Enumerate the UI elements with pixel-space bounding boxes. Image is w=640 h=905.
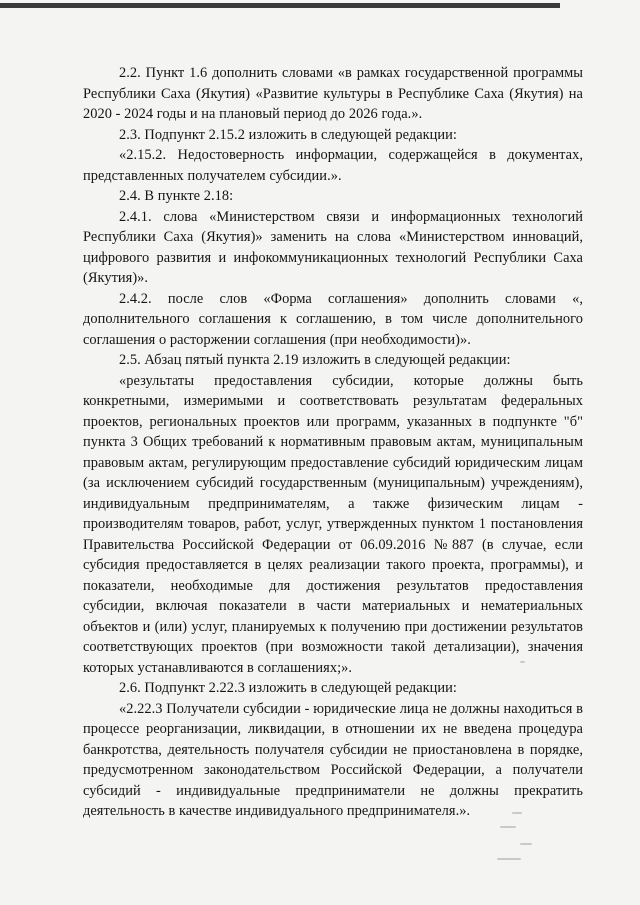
scan-speck — [500, 826, 516, 828]
paragraph-2-4-2: 2.4.2. после слов «Форма соглашения» дополнить словами «, дополнительного соглашения к соглашению, в том числе дополнительного соглашения о расторжении соглашения (при необходимости)». — [83, 290, 583, 348]
scan-speck — [520, 661, 525, 663]
scan-speck — [497, 858, 521, 860]
paragraph-2-6: 2.6. Подпункт 2.22.3 изложить в следующей редакции: — [119, 680, 457, 696]
scan-speck — [512, 812, 522, 814]
paragraph-2-5: 2.5. Абзац пятый пункта 2.19 изложить в следующей редакции: — [119, 352, 511, 368]
top-scan-border — [0, 3, 560, 8]
document-body — [83, 63, 583, 822]
paragraph-2-22-3-quote: «2.22.3 Получатели субсидии - юридические лица не должны находиться в процессе реорганизации, ликвидации, в отношении их не введена процедура банкротства, деятельность получателя субсидии не приостановлена в порядке, предусмотренном законодательством Российской Федерации, а получатели субсидий - индивидуальные предприниматели не должны прекратить деятельность в качестве индивидуального предпринимателя.». — [83, 700, 583, 819]
paragraph-2-4: 2.4. В пункте 2.18: — [119, 188, 234, 204]
paragraph-2-19-quote: «результаты предоставления субсидии, которые должны быть конкретными, измеримыми и соответствовать результатам федеральных проектов, региональных проектов или программ, указанных в подпункте "б" пункта 3 Общих требований к нормативным правовым актам, муниципальным правовым актам, регулирующим предоставление субсидий юридическим лицам (за исключением субсидий государственным (муниципальным) учреждениям), индивидуальным предпринимателям, а также физическим лицам - производителям товаров, работ, услуг, утвержденных пунктом 1 постановления Правительства Российской Федерации от 06.09.2016 №887 (в случае, если субсидия предоставляется в целях реализации такого проекта, программы), и показатели, необходимые для достижения результатов предоставления субсидии, включая показатели в части материальных и нематериальных объектов и (или) услуг, планируемых к получению при достижении результатов соответствующих проектов (при возможности такой детализации), значения которых устанавливаются в соглашениях;». — [83, 372, 583, 676]
scan-speck — [520, 843, 532, 845]
paragraph-2-4-1: 2.4.1. слова «Министерством связи и информационных технологий Республики Саха (Якутия)» заменить на слова «Министерством инноваций, цифрового развития и инфокоммуникационных технологий Республики Саха (Якутия)». — [83, 208, 583, 286]
paragraph-2-3: 2.3. Подпункт 2.15.2 изложить в следующей редакции: — [119, 126, 457, 143]
paragraph-2-2: 2.2. Пункт 1.6 дополнить словами «в рамках государственной программы Республики Саха (Якутия) «Развитие культуры в Республике Саха (Якутия) на 2020 - 2024 годы и на плановый период до 2026 года.». — [83, 65, 583, 122]
paragraph-2-15-2-quote: «2.15.2. Недостоверность информации, содержащейся в документах, представленных получателем субсидии.». — [83, 147, 583, 184]
